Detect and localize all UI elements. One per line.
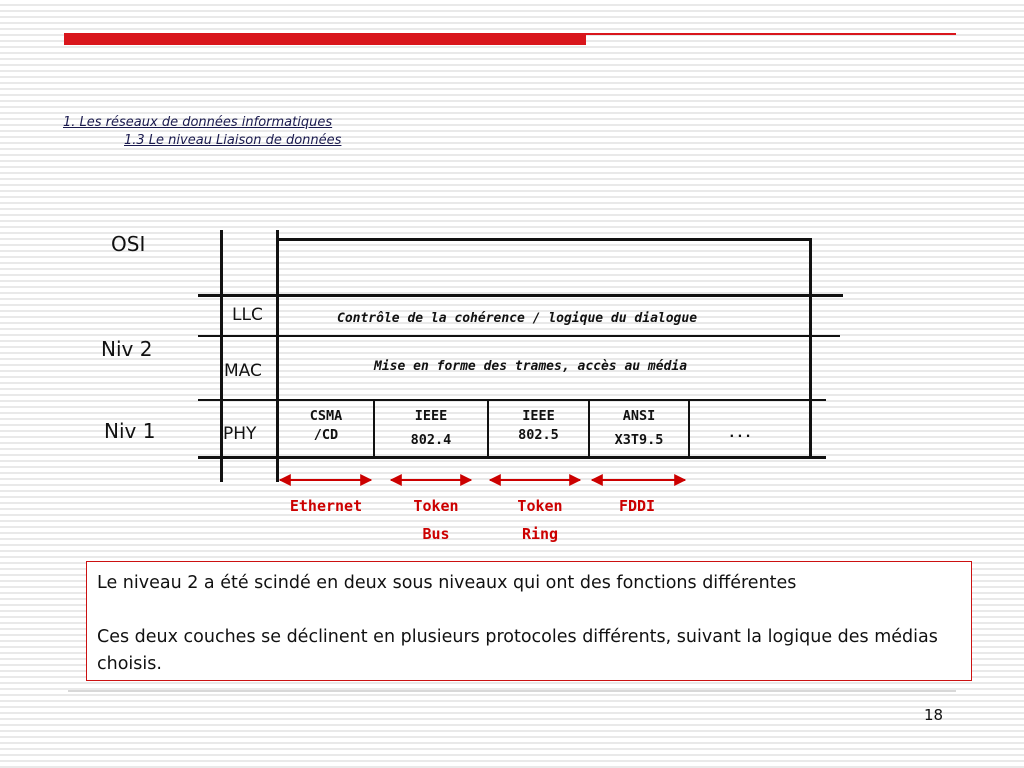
protocol-line-1: IEEE — [414, 408, 448, 424]
niv1-label: Niv 1 — [104, 419, 156, 443]
mac-label: MAC — [224, 361, 262, 381]
media-line-2: Bus — [422, 525, 450, 543]
protocol-ellipsis: ... — [727, 425, 753, 441]
media-ethernet — [271, 492, 381, 520]
explanation-box — [86, 561, 972, 681]
protocol-line-1: CSMA — [309, 408, 343, 424]
media-line-1: Ethernet — [289, 497, 363, 515]
protocol-line-2: 802.5 — [518, 427, 559, 443]
niv2-label: Niv 2 — [101, 337, 153, 361]
media-line-1: Token — [517, 497, 563, 515]
osi-label: OSI — [111, 232, 146, 256]
page-number: 18 — [924, 706, 944, 724]
media-line-2: Ring — [521, 525, 559, 543]
llc-description: Contrôle de la cohérence / logique du dialogue — [337, 311, 698, 326]
media-line-1: FDDI — [618, 497, 656, 515]
phy-label: PHY — [223, 424, 257, 444]
llc-label: LLC — [232, 305, 263, 325]
media-token-bus — [386, 492, 486, 548]
protocol-line-2: 802.4 — [410, 432, 452, 448]
mac-description: Mise en forme des trames, accès au média — [374, 359, 688, 374]
protocol-line-2: /CD — [313, 427, 339, 443]
breadcrumb-level-1: 1. Les réseaux de données informatiques — [63, 115, 333, 130]
protocol-line-1: IEEE — [522, 408, 555, 424]
media-token-ring — [490, 492, 590, 548]
footer-divider — [68, 690, 956, 692]
media-line-1: Token — [413, 497, 459, 515]
breadcrumb-level-2: 1.3 Le niveau Liaison de données — [124, 133, 342, 148]
protocol-line-2: X3T9.5 — [614, 432, 664, 448]
explanation-paragraph-1: Le niveau 2 a été scindé en deux sous niveaux qui ont des fonctions différentes — [97, 573, 797, 593]
protocol-line-1: ANSI — [622, 408, 656, 424]
media-fddi — [587, 492, 687, 520]
explanation-paragraph-2: Ces deux couches se déclinent en plusieurs protocoles différents, suivant la logique des médias choisis. — [97, 627, 938, 674]
